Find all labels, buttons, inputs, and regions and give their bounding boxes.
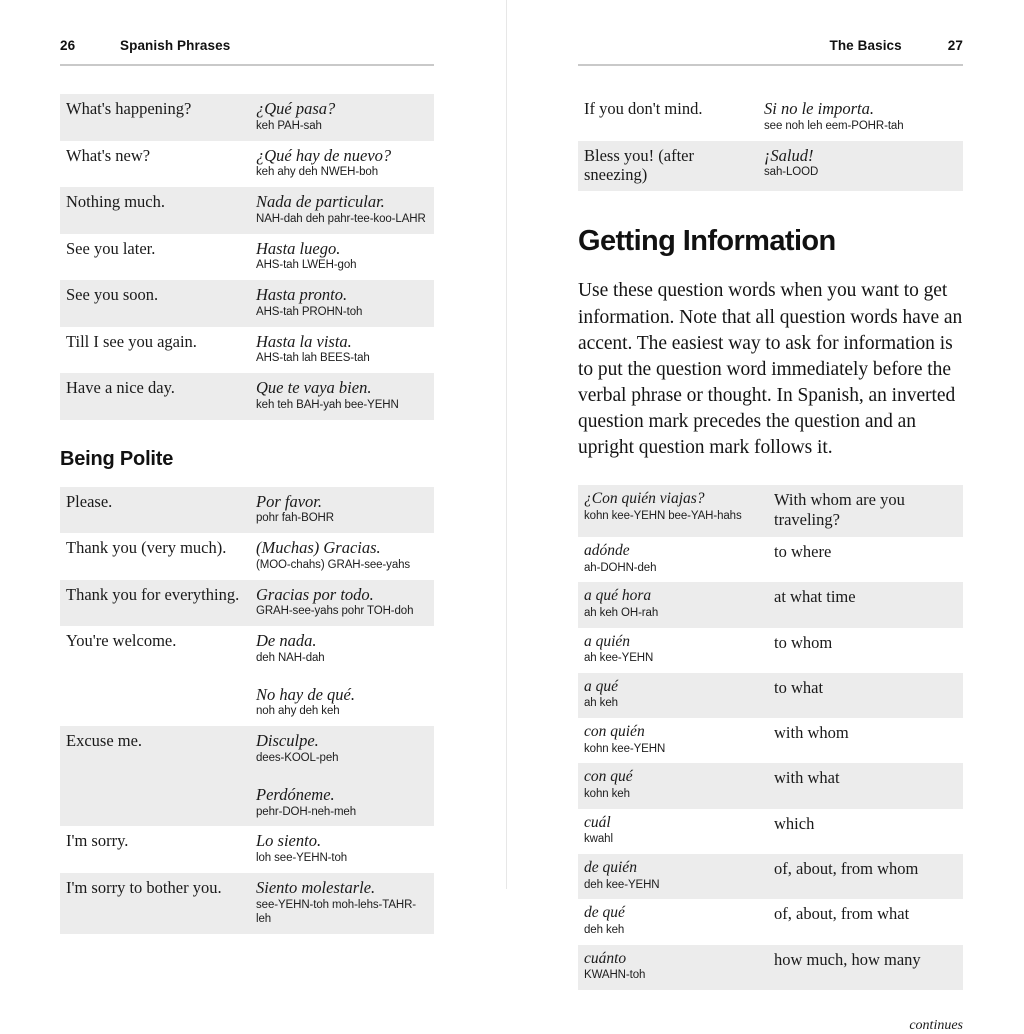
table-row: [60, 280, 434, 327]
table-row: [578, 485, 963, 537]
question-words-body: [578, 485, 963, 990]
phrase-spanish-alt: Perdóneme.: [256, 784, 335, 804]
phrase-english: Have a nice day.: [66, 378, 175, 398]
table-row: [578, 537, 963, 582]
table-row: [578, 628, 963, 673]
question-word-english: at what time: [774, 587, 856, 607]
table-row: [578, 582, 963, 627]
question-word-english: to what: [774, 677, 824, 697]
table-row: [578, 141, 963, 192]
phrase-pronunciation: pohr fah-BOHR: [256, 512, 334, 525]
phrase-english: Thank you (very much).: [66, 538, 227, 558]
question-word-spanish: de qué: [584, 904, 625, 922]
question-word-english: to where: [774, 541, 832, 561]
phrase-spanish: ¿Qué hay de nuevo?: [256, 145, 392, 165]
phrase-english: You're welcome.: [66, 631, 177, 651]
question-word-pronunciation: kohn kee-YEHN: [584, 742, 666, 755]
table-row: [60, 373, 434, 420]
table-row: [60, 826, 434, 873]
question-word-spanish: de quién: [584, 859, 637, 877]
phrase-pronunciation: NAH-dah deh pahr-tee-koo-LAHR: [256, 212, 426, 225]
right-running-head-title: The Basics: [829, 38, 902, 53]
table-row: [60, 94, 434, 141]
question-word-pronunciation: kohn kee-YEHN bee-YAH-hahs: [584, 509, 742, 522]
question-word-spanish: con quién: [584, 723, 645, 741]
phrase-spanish: ¿Qué pasa?: [256, 99, 336, 118]
phrase-spanish: Que te vaya bien.: [256, 378, 372, 398]
continues-note: continues: [909, 1018, 963, 1034]
question-word-pronunciation: kohn keh: [584, 788, 630, 801]
phrase-english: Excuse me.: [66, 731, 143, 751]
phrase-spanish: (Muchas) Gracias.: [256, 538, 381, 558]
question-word-english: with whom: [774, 723, 849, 743]
question-word-pronunciation: deh keh: [584, 924, 625, 937]
phrase-pronunciation: see noh leh eem-POHR-tah: [764, 119, 904, 132]
phrase-spanish: Hasta la vista.: [256, 331, 352, 351]
phrase-pronunciation: AHS-tah PROHN-toh: [256, 305, 363, 318]
question-words-table: [578, 485, 963, 990]
phrase-english: What's happening?: [66, 99, 192, 118]
phrase-spanish: Gracias por todo.: [256, 584, 374, 604]
table-row: [578, 673, 963, 718]
left-running-head: [60, 38, 434, 58]
question-word-pronunciation: KWAHN-toh: [584, 969, 646, 982]
phrase-spanish: Siento molestarle.: [256, 877, 376, 897]
right-page: [506, 0, 1024, 1034]
question-word-spanish: a qué: [584, 677, 619, 695]
question-word-pronunciation: kwahl: [584, 833, 613, 846]
phrase-pronunciation: GRAH-see-yahs pohr TOH-doh: [256, 605, 414, 618]
question-word-spanish: cuánto: [584, 949, 627, 967]
question-word-pronunciation: ah kee-YEHN: [584, 652, 654, 665]
phrase-english: See you later.: [66, 238, 156, 258]
phrase-spanish-alt: No hay de qué.: [256, 684, 355, 704]
being-polite-continued-table: [578, 94, 963, 191]
question-word-english: of, about, from whom: [774, 859, 919, 879]
question-word-spanish: cuál: [584, 813, 611, 831]
question-word-english: of, about, from what: [774, 904, 910, 924]
question-word-spanish: con qué: [584, 768, 633, 786]
table-row: [60, 580, 434, 627]
phrase-pronunciation: see-YEHN-toh moh-lehs-TAHR-leh: [256, 898, 417, 926]
table-row: [60, 234, 434, 281]
question-word-spanish: adónde: [584, 541, 630, 559]
phrase-pronunciation: keh teh BAH-yah bee-YEHN: [256, 398, 399, 411]
phrase-spanish: Por favor.: [256, 491, 322, 511]
being-polite-table-body: [60, 487, 434, 934]
phrase-pronunciation: (MOO-chahs) GRAH-see-yahs: [256, 558, 411, 571]
phrase-spanish: Disculpe.: [256, 731, 319, 751]
phrase-spanish: De nada.: [256, 631, 317, 651]
question-word-english: with what: [774, 768, 840, 788]
phrase-english: Please.: [66, 491, 113, 511]
phrase-english: Nothing much.: [66, 192, 165, 212]
phrase-pronunciation: deh NAH-dah: [256, 651, 325, 664]
table-row: [60, 726, 434, 826]
phrase-english: What's new?: [66, 145, 151, 165]
phrase-spanish: Si no le importa.: [764, 99, 874, 118]
phrase-pronunciation: sah-LOOD: [764, 166, 819, 179]
getting-information-heading: Getting Information: [578, 225, 836, 258]
being-polite-continued-body: [578, 94, 963, 191]
table-row: [60, 141, 434, 188]
table-row: [60, 327, 434, 374]
question-word-english: With whom are you traveling?: [774, 490, 905, 530]
phrase-pronunciation-alt: noh ahy deh keh: [256, 705, 340, 718]
phrase-english: See you soon.: [66, 285, 159, 305]
question-word-pronunciation: ah keh: [584, 697, 618, 710]
phrase-pronunciation-alt: pehr-DOH-neh-meh: [256, 805, 357, 818]
table-row: [60, 533, 434, 580]
table-row: [578, 854, 963, 899]
left-running-head-title: Spanish Phrases: [120, 38, 231, 53]
phrase-spanish: ¡Salud!: [764, 145, 814, 165]
being-polite-heading: Being Polite: [60, 447, 174, 470]
table-row: [578, 763, 963, 808]
greetings-table: [60, 94, 434, 420]
question-word-pronunciation: deh kee-YEHN: [584, 878, 660, 891]
table-row: [578, 94, 963, 141]
phrase-english: Thank you for everything.: [66, 584, 240, 604]
table-row: [60, 873, 434, 934]
question-word-english: which: [774, 813, 815, 833]
phrase-pronunciation: dees-KOOL-peh: [256, 751, 339, 764]
question-word-spanish: a qué hora: [584, 587, 652, 605]
phrase-pronunciation: keh PAH-sah: [256, 119, 322, 132]
phrase-spanish: Lo siento.: [256, 831, 322, 851]
right-running-head: [578, 38, 963, 58]
table-row: [60, 187, 434, 234]
phrase-english: If you don't mind.: [584, 99, 703, 118]
right-page-number: 27: [947, 38, 963, 53]
being-polite-table: [60, 487, 434, 934]
phrase-spanish: Hasta luego.: [256, 238, 341, 258]
phrase-pronunciation: loh see-YEHN-toh: [256, 852, 348, 865]
question-word-english: how much, how many: [774, 949, 921, 969]
table-row: [578, 945, 963, 990]
question-word-spanish: ¿Con quién viajas?: [584, 490, 705, 508]
phrase-pronunciation: AHS-tah LWEH-goh: [256, 259, 357, 272]
table-row: [60, 626, 434, 726]
greetings-table-body: [60, 94, 434, 420]
phrase-english: Till I see you again.: [66, 331, 197, 351]
left-page: [0, 0, 506, 926]
table-row: [578, 809, 963, 854]
phrase-spanish: Hasta pronto.: [256, 285, 348, 305]
table-row: [60, 487, 434, 534]
left-page-number: 26: [60, 38, 76, 53]
phrase-pronunciation: keh ahy deh NWEH-boh: [256, 166, 379, 179]
table-row: [578, 899, 963, 944]
phrase-pronunciation: AHS-tah lah BEES-tah: [256, 352, 370, 365]
getting-information-intro: Use these question words when you want to get information. Note that all question words have an accent. The easiest way to ask for information is to put the question word immediately before the verbal phrase or thought. In Spanish, an inverted question mark precedes the question and an upright question mark follows it.: [578, 280, 963, 459]
question-word-pronunciation: ah-DOHN-deh: [584, 561, 657, 574]
question-word-pronunciation: ah keh OH-rah: [584, 606, 659, 619]
phrase-english: Bless you! (after sneezing): [584, 145, 694, 184]
question-word-spanish: a quién: [584, 632, 631, 650]
phrase-english: I'm sorry to bother you.: [66, 877, 222, 897]
table-row: [578, 718, 963, 763]
phrase-spanish: Nada de particular.: [256, 192, 385, 212]
question-word-english: to whom: [774, 632, 833, 652]
phrase-english: I'm sorry.: [66, 831, 129, 851]
